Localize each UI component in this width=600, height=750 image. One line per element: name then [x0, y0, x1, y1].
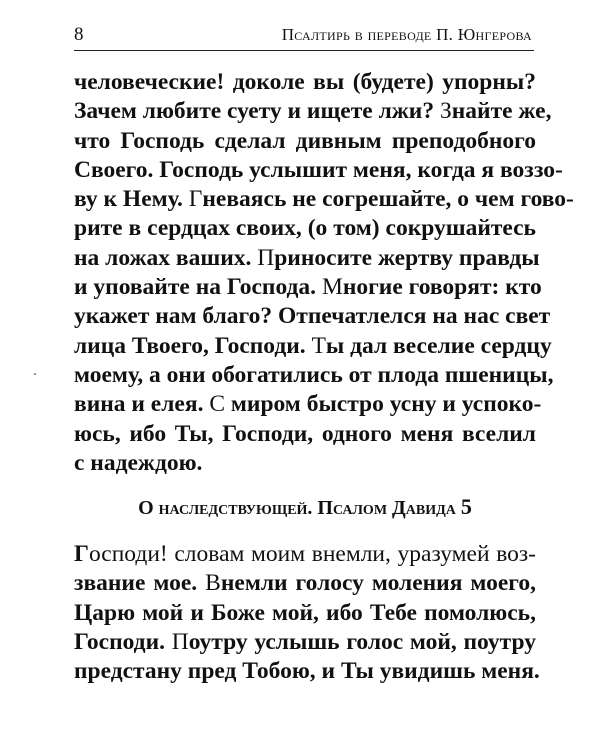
verse-initial: укажет нам благо? Отпечатлелся на нас свет [74, 303, 551, 330]
page-header [74, 24, 534, 51]
psalm-4-text-continuation [74, 68, 574, 478]
verse-initial: что Господь сделал дивным преподобного [74, 127, 536, 154]
text-line [74, 97, 552, 126]
verse-initial: найте же, [451, 98, 552, 125]
verse-initial: предстану пред Тобою, и Ты увидишь меня. [74, 658, 540, 685]
text-line [74, 302, 551, 331]
verse-initial: ву к Нему. [74, 186, 189, 213]
text-line [74, 244, 540, 273]
verse-initial: на ложах ваших. [74, 244, 258, 271]
text-line [74, 185, 574, 214]
verse-initial: оутру услышь голос мой, поутру [188, 628, 536, 655]
psalm-number: 5 [460, 494, 472, 519]
verse-initial: Г [74, 541, 89, 567]
page-number: 8 [74, 24, 84, 45]
text-segment: Г [188, 186, 203, 213]
text-line [74, 361, 554, 390]
verse-initial: ы дал веселие сердцу [325, 332, 552, 359]
verse-initial: Зачем любите суету и ищете лжи? [74, 98, 440, 125]
verse-initial: Царю мой и Боже мой, ибо Тебе помолюсь, [74, 599, 536, 626]
text-line [74, 569, 536, 598]
verse-initial: моему, а они обогатились от плода пшеницы, [74, 361, 554, 388]
verse-initial: Своего. Господь услышит меня, когда я воззо- [74, 156, 563, 183]
text-line [74, 332, 552, 361]
verse-initial: и уповайте на Господа. [74, 274, 322, 301]
text-line [74, 273, 542, 302]
verse-initial: человеческие! доколе вы (будете) упорны? [74, 69, 536, 95]
running-title: Псалтирь в переводе П. Юнгерова [281, 25, 532, 44]
text-line [74, 390, 542, 419]
text-line [74, 540, 536, 569]
text-line [74, 420, 536, 449]
text-line [74, 657, 540, 686]
verse-initial: ногие говорят: кто [342, 274, 542, 301]
text-segment: П [171, 628, 189, 655]
text-segment: С [209, 391, 226, 418]
text-line [74, 628, 536, 657]
verse-initial: Господи. [74, 628, 172, 655]
psalm-5-heading [74, 494, 536, 520]
psalm-5-text [74, 540, 540, 686]
verse-initial: с надеждою. [74, 449, 203, 476]
verse-initial: вина и елея. [74, 391, 210, 418]
verse-initial: юсь, ибо Ты, Господи, одного меня вселил [74, 420, 536, 447]
text-line [74, 214, 536, 243]
verse-initial: рите в сердцах своих, (о том) сокрушайтесь [74, 215, 536, 242]
text-segment: Т [311, 332, 326, 359]
psalm-heading-text: О наследствующей. Псалом Давида [138, 497, 461, 519]
text-line [74, 449, 536, 478]
text-line [74, 156, 563, 185]
text-line [74, 68, 536, 97]
verse-initial: немли голосу моления моего, [220, 570, 537, 597]
text-segment: М [321, 274, 343, 301]
text-segment: В [205, 570, 221, 597]
verse-initial: лица Твоего, Господи. [74, 332, 312, 359]
print-speck [34, 373, 36, 375]
text-segment: осподи! словам моим внемли, уразумей воз- [88, 541, 536, 567]
text-segment: П [257, 244, 275, 271]
verse-initial: звание мое. [74, 570, 206, 597]
verse-initial: неваясь не согрешайте, о чем гово- [202, 186, 574, 213]
text-line [74, 127, 536, 156]
verse-initial: риносите жертву правды [274, 244, 540, 271]
text-line [74, 599, 536, 628]
verse-initial: миром быстро усну и успоко- [225, 391, 542, 418]
text-segment: З [439, 98, 452, 125]
